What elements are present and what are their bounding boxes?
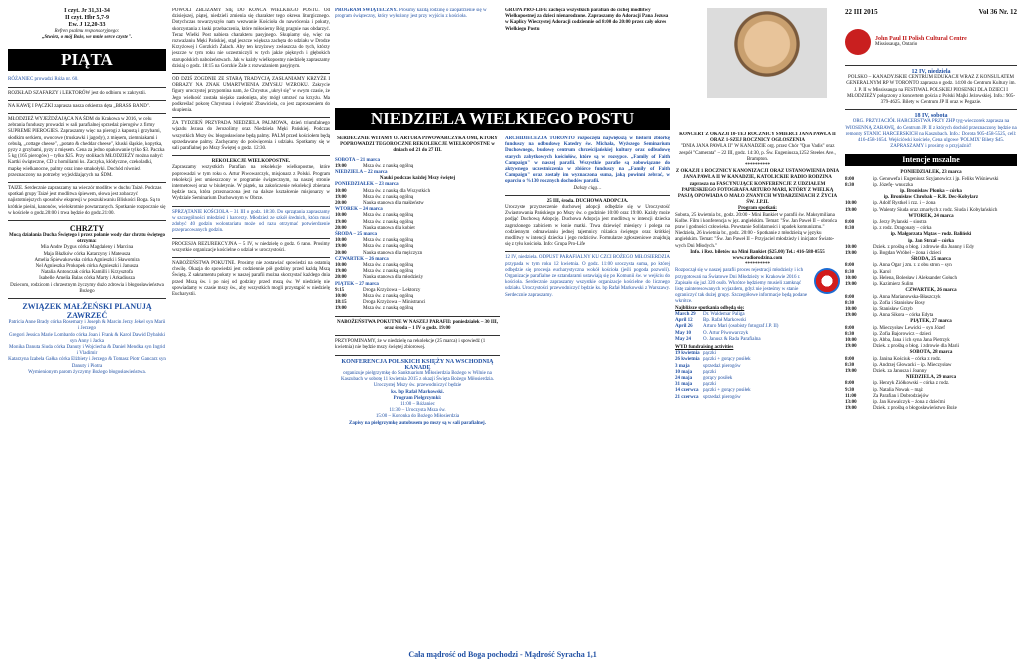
schedule-time: 20:00 [335,275,347,281]
schedule-desc: Msza św. z nauką ogólną [363,294,414,300]
schedule-day: SOBOTA – 21 marca [335,157,380,163]
intencja-desc: ip. Bogdan Wróbel – żona i dzieci [873,251,942,257]
schedule-time: 19:00 [335,269,347,275]
pokutne-note: NABOŻEŃSTWA POKUTNE W NASZEJ PARAFII: poniedziałek – 30 III, oraz środa – 1 IV o godz. 19:00 [336,319,498,331]
prolife-note: GRUPA PRO-LIFE zachęca wszystkich parafian do cichej modlitwy Wielkopostnej za dzieci nienarodzone. Zapraszamy do Adoracji Pana Jezusa w Kaplicy Wieczystej Adoracji codziennie od 8:00 do 20:00 przez cały okres Wielkiego Postu [505,8,669,32]
zapisy-note: Zapisy na pielgrzymkę autobusem po mszy są w sali parafialnej. [349,420,486,426]
intencja-time: 10:00 [845,201,857,207]
schedule-day: PONIEDZIAŁEK – 23 marca [335,182,399,188]
adopcja-title: 25 III, środa. DUCHOWA ADOPCJA. [546,198,629,204]
schedule-desc: Nauka stanowa dla młodzieży [363,275,424,281]
intencja-desc: ip. Zofia Bajorowicz – dzieci [873,331,932,337]
intencja-desc: ip. Adolf Rystkel i rzz. i – żona [873,201,936,207]
intencja-time: 10:00 [845,337,857,343]
procesja-note: PROCESJA REZUREKCYJNA – 5 IV, w niedzielę o godz. 6 rano. Prosimy wszystkie organizacje kościelne o udział w uroczystości. [172,241,330,253]
intencja-time: 8:00 [845,176,855,182]
centre-logo-text: John Paul II Polish Cultural Centre [875,35,967,42]
schedule-day: NIEDZIELA – 22 marca [335,170,388,176]
palmowa-note: ZA TYDZIEŃ PRZYPADA NIEDZIELA PALMOWA, dzień triumfalnego wjazdu Jezusa do Jerozolimy oraz Niedziela Męki Pańskiej. Podczas wszystkich Mszy św. błogosławione będą palmy. PALM przed kościołem będą sprzedawane palmy. Zachęcamy do poświęcenia i udziału. Spotkamy się w sali parafialnej po Mszy Świętej o godz. 12:30. [172,121,330,152]
intencja-desc: ip. Janina Kościuk – córka z rodz. [873,356,942,362]
schedule-desc: Msza św. z nauką dla Wszystkich [363,188,431,194]
intencja-time: 8:00 [845,294,855,300]
odpust-note: 12 IV, niedziela. ODPUST PARAFIALNY KU CZCI BOŻEGO MIŁOSIERDZIA przypada w tym roku 12 kwietnia. O godz. 11:00 uroczysta suma, po której odbędzie się procesja eucharystyczna wokół kościoła (jeśli pogoda pozwoli). Organizacje parafialne ze sztandarami ustawiają się po Komunii św. w wejściu do kościoła. Serdecznie zapraszamy wszystkie organizacje kościelne do licznego udziału. Uroczystości przewodniczyć będzie ks. bp Rafał Markowski z Warszawy. Serdecznie zapraszamy. [505,255,670,298]
event1-title: 12 IV, niedziela [911,69,951,75]
intencje-title: Intencje mszalne [845,154,1017,166]
schedule-time: 20:00 [335,225,347,231]
adopcja-text: Uroczyste przyrzeczenie duchowej adopcji odbędzie się w Uroczystość Zwiastowania Pańskiego po Mszy św. o godzinie 10:00 oraz 19:00. Każdy może podjąć Duchową Adopcję. Duchowa Adopcja jest modlitwą w intencji dziecka zagrożonego zabiciem w łonie matki. Trwa dziewięć miesięcy i polega na codziennym odmawianiu jednej tajemnicy różańca świętego oraz krótkiej modlitwy w intencji dziecka i jego rodziców. Formularze zgłoszeniowe znajdują się z tyłu kościoła. Info: Grupa Pro-Life [505,205,670,248]
wyd-desc: pączki + gorący posiłek [703,388,751,394]
intencja-heading: CZWARTEK, 26 marca [905,288,957,294]
taize-note: TAIZE. Serdecznie zapraszamy na wieczór modlitw w duchu Taizé. Podczas spotkań grupy Taizé jest modlitwa śpiewem, słowa jest zobaczyć najistotniejszych sposobów ekspresji w poszukiwaniu Bliskości Boga. Są to krótkie pieśni, kanonów, wielokrotnie powtarzanych. Spotkanie rozpocznie się w kościele o godz.20:00 i trwa będzie do godz.21:00. [8,186,166,216]
wyd-time: 3 maja [675,363,690,369]
intencja-desc: ip. Jerzy Pylanski – siostra [873,220,927,226]
wyd-desc: gorący posiłek [703,375,733,381]
stars-divider: ********** [745,163,770,169]
sdm-date-time: April 12 [675,318,693,324]
wyd-time: 14 czerwca [675,388,699,394]
intencja-heading: ip. Bronisław Chrobak – R.R. Dec-Kobylarz [883,195,979,201]
sdm-date-time: May 24 [675,336,691,342]
schedule-time: 19:00 [335,244,347,250]
wyd-time: 10 maja [675,369,693,375]
schedule-day: CZWARTEK – 26 marca [335,256,389,262]
column-2 [172,8,330,648]
schedule-desc: Msza św. z nauką ogólną [363,238,414,244]
stars-divider-2: ********** [745,262,770,268]
post-intro: POWOLI ZBLIŻAMY SIĘ DO KOŃCA WIELKIEGO POSTU. Od dzisiejszej, piątej, niedzieli zmienia się charakter tego okresu liturgicznego. Dotychczas towarzyszyło nam wezwanie Kościoła do nawrócenia i pokuty, skorzystania z łaski przebaczenia, które miłosierny Bóg pragnie nas obdarzyć. Teraz Wielki Post nabiera charakteru pasyjnego. Skupiamy się, więc na rozważaniu Męki Pańskiej, stąd jeszcze większa zachęta do udziału w Drodze Krzyżowej i Gorzkich Żalach. Aby ten krzyżowy zwłaszcza do tych, którzy jeszcze w tym roku nie uczestniczyli w tych jakże pięknych i głębokich starupolskich nabożeństwach. Jak w każdy wielkopostny niedzielę zapraszamy dzisiaj o godz. 18:15 na Gorzkie Żale z rozważaniem pasyjnym. [172,8,330,69]
reading-3: Ew. J 12,20-33 [68,22,106,28]
wyd-list [675,351,840,401]
koncert-text: "DNIA JANA PAWŁA II" W KANADZIE org. przez Chór "Quo Vadis" oraz zespół "Camerata" – 22 III, godz. 14:30, p. Św. Eugeniusza,1252 Steeles Ave., Brampton. [679,144,836,162]
intencja-desc: ip. Karol [873,269,891,275]
krzyze-note: OD DZIŚ ZOGDNIE ZE STARĄ TRADYCJĄ ZASŁANIAMY KRZYŻE I OBRAZY NA ZNAK UMARTWIENIA ZMYSŁU WZROKU. Zakrycie figury uroczystej przypomina nam, że Chrystus „ukrył się" w swym czasie, że Jego wielkość została niejako zasłonięta, aby mógł umrzeć na krzyżu. Ma podkreślać pokorę Chrystusa i świętość Zbawiciela, co jest zaproszeniem do skupienia. [172,77,330,114]
sdm-meetings-list [675,312,840,343]
schedule-desc: Msza św. z nauką ogólną [363,213,414,219]
nabozenstwa-note: NABOŻEŃSTWA POKUTNE. Prosimy nie zostawiać spowiedzi na ostatnią chwilę. Okazja do spowiedzi jest codziennie pół godziny przed każdą Mszą Świętą. Z sakramentu pokuty w naszej parafii można skorzystać każdego dnia przed Mszą św. i po niej od godziny przed mszą św. W niedzielę nie spowiadamy w czasie mszy św., aby wszystkich mogli przystąpić w niedzielę Eucharystii. [172,260,330,297]
pilgrimage-item-3: 15:00 – Koronka do Bożego Miłosierdzia [375,414,460,420]
intencja-desc: Dziek. z prośbą o błog. i zdrowie dla Joanny i Edy [873,244,975,250]
column-4 [505,8,670,108]
schedule-time: 9:15 [335,287,345,293]
centre-logo-sub: Mississauga, Ontario [875,42,918,47]
rozaniec-note: RÓŻANIEC prowadzi Róża nr. 60. [8,77,79,83]
footer-quote: Cała mądrość od Boga pochodzi - Mądrość Syracha 1,1 [408,650,597,659]
pope-portrait-image [707,8,827,98]
schedule-time: 10:00 [335,294,347,300]
column-3-body [335,136,500,646]
intencja-desc: ip. Andrzej Głowacki – ip. Mieczysław [873,362,952,368]
sprzatanie-note: SPRZĄTANIE KOŚCIOŁA – 31 III o godz. 18:30. Do sprzątania zapraszamy w szczególności młodzież i harcerzy. Młodzież ze szkół średnich, która musi zdobyć 40 godzin wolontariatu może od razu otrzymać potwierdzenie przepracowanych godzin. [172,209,330,234]
intencja-time: 10:00 [845,244,857,250]
event1-text: POLSKO – KANADYJSKIE CENTRUM EDUKACJI WRAZ Z KONSULATEM GENERALNYM RP W TORONTO zaprasza o godz. 14:00 do Centrum Kultury im. J. P. II w Mississauga na FESTIWAL POLSKIEJ PIOSENKI DLA DZIECI I MŁODZIEŻY połączony z koncertem gościa z Polski Majki Jeżowskiej. Info.: 905-379-4625. Bilety w Centrum JP II oraz w Pegazie. [846,75,1016,106]
column-1 [8,8,166,648]
intencja-heading: ŚRODA, 25 marca [911,257,951,263]
schedule-time: 10:00 [335,238,347,244]
intencja-time: 19:00 [845,344,857,350]
intencja-desc: Dziek. za Janusza i Joanny [873,368,927,374]
przypominamy-note: PRZYPOMINAMY, że w niedzielę na rekolekcje (25 marca) i spowiedź (1 kwietnia) nie będzie mszy świętej zbiorowej. [335,339,486,351]
sdm-date-time: March 29 [675,311,696,317]
schedule-time: 18:15 [335,300,347,306]
issue-date: 22 III 2015 [845,8,878,16]
intencja-time: 8:30 [845,269,855,275]
welcome-note: SERDECZNIE WITAMY O. ARTURA PIWOWARCZYKA OMI, KTÓRY POPROWADZI TEGOROCZNE REKOLEKCJE WIELKOPOSTNE w dniach od 21 do 27 III. [337,136,498,154]
sdm-date-row [675,337,840,343]
intencja-time: 8:30 [845,182,855,188]
schedule-time: 10:00 [335,263,347,269]
sdm-logo-icon [814,268,840,294]
intencja-time: 19:00 [845,282,857,288]
event2-title: 18 IV, sobota [914,113,948,120]
intencja-time: 8:30 [845,331,855,337]
kanonizacja-title: Z OKAZJI 1 ROCZNICY KANONIZACJI ORAZ USTANOWIENIA DNIA JANA PAWŁA II W KANADZIE, KATOLICKIE RADIO RODZINA zaprasza na FASCYNUJĄCE KONFERENCJE Z UDZIAŁEM PAPIESKIEGO FOTOGRAFA ARTURO MARI, KTÓRY Z WIELKĄ PASJĄ OPOWIADA O MAŁO ZNANYCH WYDARZENIACH Z ŻYCIA ŚW. J.P.II. [675,169,840,206]
intencja-heading: SOBOTA, 28 marca [909,350,953,356]
column-5 [675,132,840,647]
schedule-desc: Droga Krzyżowa – Lektorzy [363,287,421,293]
intencja-time: 19:00 [845,406,857,412]
schedule-desc: Droga Krzyżowa – Ministranci [363,300,426,306]
intencja-desc: ip. Walenty Siuda oraz zmarłych z rodz. Siuda i Kobylańskich [873,207,998,213]
schedule-time: 19:00 [335,163,347,169]
konferencja-text: organizuje pielgrzymkę do Sanktuarium Miłosierdzia Bożego w Wilnie na Kaszubach w sobotę 11 kwietnia 2015 z okazji Święta Bożego Miłosierdzia. Uroczystej Mszy św. przewodniczyć będzie [341,370,494,389]
sdm-date-desc: O. Artur Piwowarczyk [703,330,749,336]
readings [8,8,166,29]
zwiazek-title: ZWIĄZEK MAŁŻEŃSKI PLANUJĄ ZAWRZEĆ [22,302,152,321]
schedule-desc: Msza św. z nauką ogólną [363,306,414,312]
intencja-time: 8:30 [845,300,855,306]
schedule-desc: Msza św. z nauką ogólną [363,194,414,200]
schedule-time: 19:00 [335,194,347,200]
sdm-date-time: May 10 [675,330,691,336]
wyd-desc: sprzedaż pierogów [703,363,741,369]
column-4-body [505,136,670,646]
program-1: Sobota, 25 kwietnia br., godz. 20:00 - Mini Bankiet w parafii św. Maksymiliana Kolbe. Film i konferencja w jęz. angielskim. Temat: "Św. Jan Paweł II – obrońca praw i godności człowieka. Powstanie Solidarności i upadek komunizmu." [675,212,837,231]
program-2: Niedziela, 26 kwietnia br., godz. 20:00 - Spotkanie z młodzieżą w języku angielskim. Temat: "Św. Jan Paweł II – Przyjaciel młodzieży i inicjator Świato-wych Dni Młodych." [675,231,835,249]
sdm-date-desc: Arturo Mari (osobisty fotograf J.P. II) [703,324,779,330]
reading-2: II czyt. Hbr 5,7-9 [64,15,110,21]
rekolekcje-title: REKOLEKCJE WIELKOPOSTNE. [211,159,291,165]
program-text: Prosimy każdą rodzinę o zaopatrzenie się w program świąteczny, który wyłożony jest przy wyjściu z kościoła. [335,8,487,20]
intencja-desc: ip. Zofia i Stanisław Bosy [873,300,926,306]
wyd-time: 24 maja [675,375,693,381]
intencja-heading: WTOREK, 24 marca [908,213,954,219]
chrzty-title: CHRZTY [69,224,105,234]
schedule-time: 10:00 [335,188,347,194]
intencja-desc: ip. Mieczysław Lewicki – syn Józef [873,325,945,331]
intencja-heading: PONIEDZIAŁEK, 23 marca [900,170,962,176]
intencja-heading: PIĄTEK, 27 marca [910,319,952,325]
rekolekcje-text: Zapraszamy wszystkich Parafian na rekolekcje wielkopostne, które poprowadzi w tym roku o. Artur Piwowarczyk, misjonarz z Polski. Program rekolekcji jest umieszczony w programie świątecznym, na naszej stronie internetowej oraz w biuletynie. W piątek, na zakończenie rekolekcji zbierana będzie taca, która przeznaczona jest na dalsze kształcenie misjonarzy w Wydziale Seminarium Duchownym w Obrze. [172,165,330,202]
intencja-time: 13:00 [845,399,857,405]
event2-text: ORG. PRZYJACIÓŁ HARCERSTWA PRZY ZHP tyg-wieczorek zaprasza na WIOSENNĄ ZABAWĘ, do Centrum JP. II z których dochód przeznaczony będzie na remonty STANIC HARCERSKICH na Kaszubach. Info.: Dorota 905-458-5525, cell: 416-458-1654. Wejściówki kościele, Cena ulgowe 'POLMIX' Bilety $45. ZAPRASZAMY i prosimy o przyjaźnić! [845,119,1017,150]
column-6 [845,8,1017,648]
wyd-desc: pączki + gorący posiłek [703,357,751,363]
schedule-desc: Msza św. z nauką ogólną [363,269,414,275]
wyd-desc: pączki [703,369,717,375]
archidiecezja-note: ARCHIDIECEZJA TORONTO rozpoczęła największą w historii zbiórkę funduszy na odbudowę Katedry św. Michała, Wyższego Seminarium Duchownego, budowę centrum chrześcijańskiej kultury oraz odbudowę starych zabytkowych kościołów, które są w rozsypce. „Family of Faith Campaign" w naszej parafii. Wszystkie parafie są zobowiązane do aktywnego uczestniczenia w zbiórce funduszy na „Family of Faith Campaign" oraz zostały im wyznaczona suma, jaką powinni zebrać, w oparciu o %130 rocznych dochodów parafii. [505,136,670,185]
intencja-time: 19:00 [845,313,857,319]
sdm-text: Rozpoczął się w naszej parafii proces rejestracji młodzieży i ich przygotowań na Światowe Dni Młodzieży w Krakowie 2016 r. Zapisało się już 320 osób. Wkrótce będziemy musieli zamknąć listę zainteresowanych wyjazdem, gdyż nie jesteśmy w stanie ograniczyć tak dużej grupy. Szczegółowe informacje będą podane wkrótce. [675,268,808,305]
schedule-row [335,306,500,312]
intencja-time: 19:00 [845,251,857,257]
schedule-time: 19:00 [335,306,347,312]
schedule-desc: Msza św. z nauką ogólną [363,163,414,169]
sdm-meetings-label: Najbliższe spotkania odbędą się: [675,305,745,311]
intencja-time: 8:00 [845,381,855,387]
wyd-desc: pączki [703,382,717,388]
sdm-note: MŁODZIEŻ WYJEŻDŻAJĄCA NA ŚDM do Krakowa w 2016, w celu zebrania funduszy prowadzi w sali parafialnej sprzedaż pierogów z firmy SUPREME PIEROGIES. Zapraszamy więc na pierogi z kapustą i grzybami, słodkim serkiem, owocowe (truskawki i jagody), z mięsem, ziemniakami i cebulą, „cottage cheese", „potato & cheddar cheese", kluski śląskie, kopytka, pyzy z grzybami, pyzy z mięsem. Cena za jedno opakowanie tylko $3. Paczka 5 kg (165 pierogów) – tylko $25. Przy stolikach MŁODZIEŻY można nabyć: Kartki świąteczne, CD z homiliami ks. Zaczyka, kłódyczne, czekoladki, mapkę wielkanocne, palmy oraz inne smakołyki. Dochód również przeznaczony na potrzeby wyjeżdżających na ŚDM. [8,117,165,178]
intencja-time: 8:00 [845,263,855,269]
wyd-label: WYD fundraising activities [675,344,734,350]
sdm-date-desc: O. Janusz & Rada Parafialna [703,336,761,342]
intencja-desc: ip. Anna Marianowska-Błaszczyk [873,294,941,300]
schedule-desc: Msza św. z nauką ogólną [363,244,414,250]
intencja-desc: ip. Józefę- wnuczka [873,182,913,188]
intencja-desc: Za Parafian i Dobrodziejów [873,393,929,399]
intencja-row [845,406,1017,412]
wyd-time: 21 czerwca [675,394,699,400]
intencja-desc: Dziek. z prośbą o błog. i zdrowie dla Marii [873,344,960,350]
schedule-day: PIĄTEK – 27 marca [335,281,379,287]
intencja-desc: ip. Anna Ogar j zm. r. z obu stron – syn [873,263,952,269]
pilgrimage-item-2: 11:30 – Uroczysta Msza św. [389,408,446,414]
intencja-desc: ip. Stanisław Grzyb [873,306,913,312]
schedule-time: 19:00 [335,219,347,225]
konferencja-title: KONFERENCJA POLSKICH KSIĘŻY NA WSCHODNIĄ KANADĘ [341,358,494,371]
schedule-day: ŚRODA – 25 marca [335,232,377,238]
koncert-title: KONCERT Z OKAZJI 10-TEJ ROCZNICY ŚMIERCI JANA PAWŁA II ORAZ 1-SZEJ ROCZNICY OGŁOSZENIA [679,132,836,144]
paczki-note: NA KAWĘ I PĄCZKI zaprasza nasza orkiestra dęta „BRASS BAND". [8,103,151,109]
radio-info: Info. i Rez. biletów na Mini Bankiet ($25.00) Tel.: 416-588-0555 www.radiorodzina.com [690,249,825,262]
wyd-desc: sprzedaż pierogów [703,394,741,400]
intencja-time: 8:30 [845,226,855,232]
schedule-day: WTOREK – 24 marca [335,207,383,213]
intencja-time: 8:00 [845,220,855,226]
wyd-time: 26 kwietnia [675,357,700,363]
chrzty-names: Mia Andre Dygus córka Magdaleny i Marcina Maja Błażków córka Katarzyny i Mateusza Amelia Śpiewakowska córka Agnieszki i Sławomira Nel Agnieszka Prokopek córka Agnieszki i Janusza Natalia Antonczak córka Kamilli i Krzysztofa Isabelle Amelia Balas córka Marty i Arkadiusza Dziecom, rodzicom i chrzestnym życzymy dużo zdrowia i błogosławieństwa Bożego [10,245,164,294]
schedule-desc: Nauka stanowa dla mężczyzn [363,250,423,256]
intencja-time: 19:00 [845,368,857,374]
intencja-time: 8:00 [845,325,855,331]
intencja-time: 11:00 [845,393,857,399]
wyd-row [675,395,840,401]
intencja-heading: ip. Małgorzata Mątas – rodz. Baliński [890,232,972,238]
pilgrimage-item-1: 11:00 – Różaniec [400,401,435,407]
reading-1: I czyt. Jr 31,31-34 [64,8,110,14]
zwiazek-names: Patricia Anne Brady córka Rosemary i Joseph & Marcin Jerzy Jekel syn Marii i Jerzego Gregori Jessica Marie Lombardo córka Joan i Frank & Karol Dawid Dybalski syn Anny i Jacka Monika Danuta Siuda córka Danuty i Wojciecha & Daniel Mendka syn Ingrid i Vladimir Katarzyna Izabela Gałka córka Elżbiety i Jerzego & Tomasz Piotr Gancarz syn Danuty i Piotra Wymienionym parom życzymy Bożego błogosławieństwa. [8,320,166,375]
rozklad-note: ROZKŁAD SZAFARZY i LEKTORÓW jest do odbioru w zakrystii. [8,90,147,96]
schedule-desc: Nauka stanowa dla małżeństw [363,201,424,207]
issue-volume: Vol 36 Nr. 12 [978,8,1017,16]
intencja-desc: ip. Anna Sikora – córka Edyta [873,313,934,319]
heading-piata: PIĄTA [8,49,166,71]
chrzty-intro: Mocą działania Ducha Świętego i przez połanie wody dar chrztu świętego otrzyma: [8,233,165,245]
intencja-time: 8:00 [845,356,855,362]
rekolekcje-schedule [335,158,500,313]
bishop-name: ks. bp Rafał Markowski. [391,389,444,395]
intencja-time: 9:30 [845,387,855,393]
intencja-desc: ip. Genowefa i Eugeniusz Szyjanowicz i jp. Feliks Wiśniewski [873,176,999,182]
schedule-heading: Nauki podczas każdej Mszy świętej [379,176,456,182]
intencja-desc: ip. Helena, Bolesław i Aleksander Gołuch [873,275,958,281]
intencja-heading: ip. Bronisław Płonka – córka [900,189,962,195]
sdm-date-time: April 26 [675,324,693,330]
intencja-desc: ip. Jan Kowalczyk – żona z dziećmi [873,399,946,405]
psalm-refrain-label: Refren psalmu responsoryjnego: [54,29,120,34]
pilgrimage-program-label: Program Pielgrzymki: [393,395,442,401]
schedule-desc: Msza św. z nauką ogólną [363,263,414,269]
intencje-list [845,170,1017,412]
intencja-desc: ip. Kazimierz Sulim [873,282,914,288]
intencja-time: 8:30 [845,362,855,368]
wyd-time: 31 maja [675,382,693,388]
schedule-time: 10:00 [335,213,347,219]
centre-logo-icon [845,29,871,55]
sdm-date-desc: Dr. Waldemar Paliga [703,311,745,317]
psalm-refrain: „Stwórz, o mój Boże, we mnie serce czyste". [41,35,133,41]
schedule-time: 20:00 [335,201,347,207]
dalszy-ciag: Dalszy ciąg… [573,185,602,191]
intencja-heading: NIEDZIELA, 29 marca [905,375,957,381]
intencja-time: 19:00 [845,207,857,213]
intencja-time: 10:00 [845,306,857,312]
intencja-time: 10:00 [845,275,857,281]
wyd-time: 19 kwietnia [675,351,700,357]
schedule-desc: Nauka stanowa dla kobiet [363,225,415,231]
intencja-desc: ip. Natalia Nowak – mąż [873,387,923,393]
wyd-desc: pączki [703,351,717,357]
program-title: PROGRAM ŚWIĄTECZNY. [335,8,398,13]
intencja-desc: ip. z rodz. Dragonaty – córka [873,226,932,232]
intencja-desc: ip. Abba, Jana i ich syna Jana Pietrzyk [873,337,950,343]
heading-niedziela: NIEDZIELA WIELKIEGO POSTU [335,108,670,130]
intencja-heading: ip. Jan Strzał – córka [908,238,954,244]
sdm-date-desc: Bp. Rafał Markowski [703,318,747,324]
intencja-desc: Dziek. z prośbą o błogosławieństwo Boże [873,406,957,412]
schedule-desc: Msza św. z nauką ogólną [363,219,414,225]
intencja-desc: ip. Henryk Ziółkowski – córka z rodz. [873,381,950,387]
schedule-time: 20:00 [335,250,347,256]
program-label: Program spotkań: [738,206,777,212]
